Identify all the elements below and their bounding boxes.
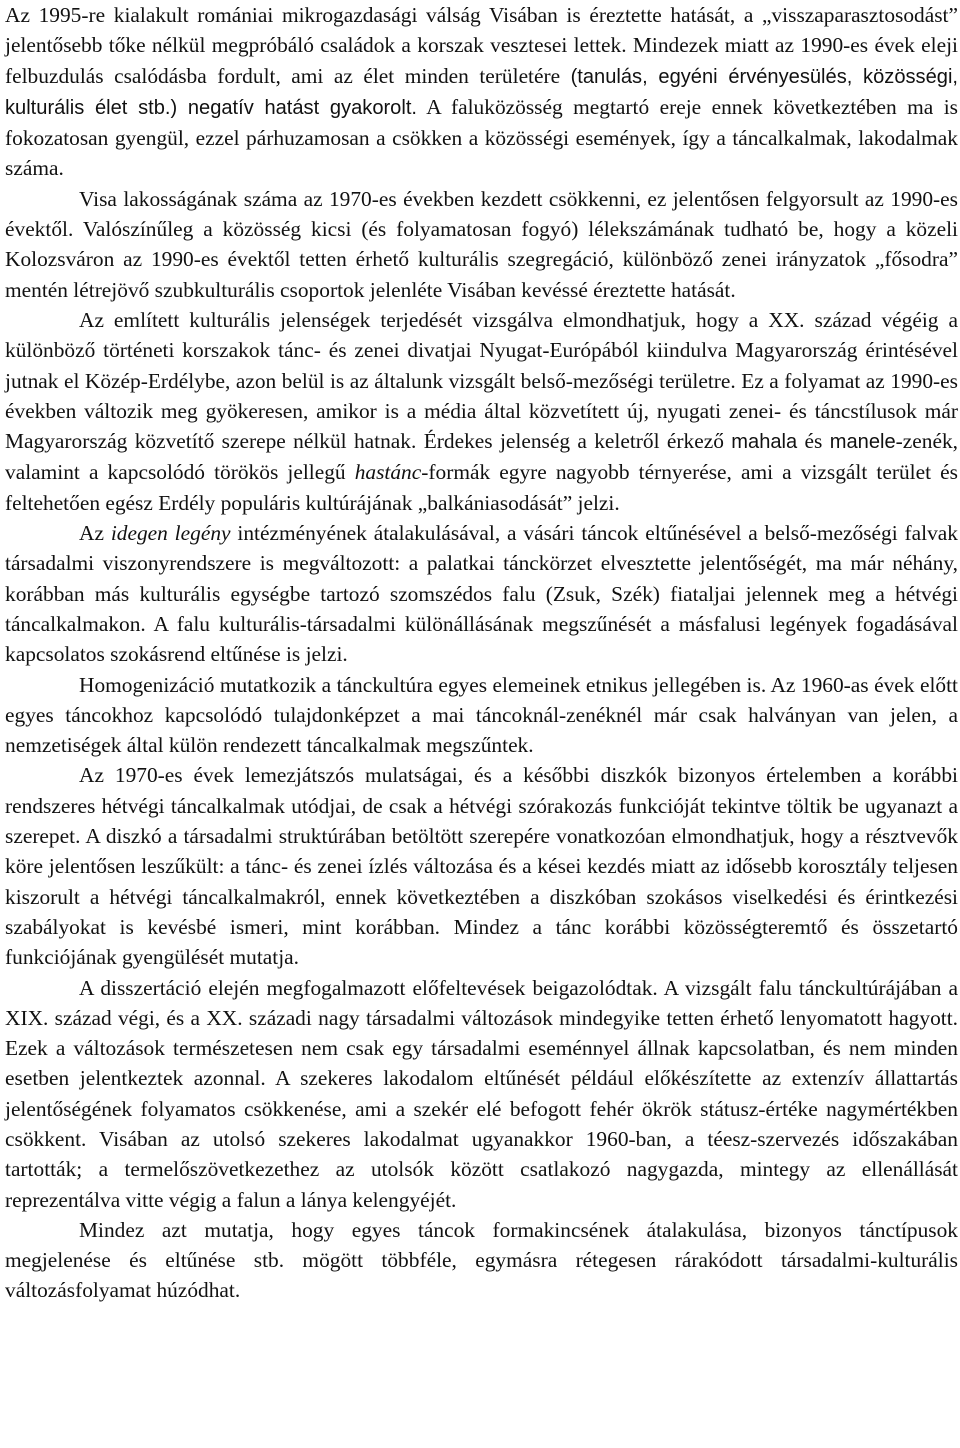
text-run: intézményének átalakulásával, a vásári táncok eltűnésével a belső-mezőségi falvak társadalmi viszonyrendszere is megváltozott: a palatkai tánckörzet elvesztette jelentőségét, ma már néhány, korábban más kulturális egységbe tartozó szomszédos falu (Zsuk, Szék) fiataljai jelennek meg a hétvégi táncalkalmakon. A falu kulturális-társadalmi különállásának megszűnését a másfalusi legények fogadásával kapcsolatos szokásrend eltűnése is jelzi. bbox=[5, 521, 958, 667]
paragraph-7 bbox=[5, 973, 958, 1215]
paragraph-4 bbox=[5, 518, 958, 669]
text-run: Az bbox=[79, 521, 111, 546]
text-run: mahala bbox=[731, 431, 798, 454]
paragraph-3 bbox=[5, 305, 958, 518]
text-run: A faluközösség megtartó ereje ennek következtében ma is fokozatosan gyengül, ezzel párhuzamosan a csökken a közösségi események, így a táncalkalmak, lakodalmak száma. bbox=[5, 94, 958, 181]
text-run: manele bbox=[829, 431, 896, 454]
text-run: (tanulás, egyéni érvényesülés, közösségi, kulturális élet stb.) negatív hatást gyakorolt. bbox=[5, 65, 958, 119]
paragraph-8 bbox=[5, 1215, 958, 1306]
text-run: Az 1970-es évek lemezjátszós mulatságai, és a későbbi diszkók bizonyos értelemben a korábbi rendszeres hétvégi táncalkalmak utódjai, de csak a hétvégi szórakozás funkcióját tekintve töltik be ugyanazt a szerepet. A diszkó a társadalmi struktúrában betöltött szerepére vonatkozóan elmondhatjuk, hogy a résztvevők köre jelentősen leszűkült: a tánc- és zenei ízlés változása és a kései kezdés miatt az idősebb korosztály teljesen kiszorult a hétvégi táncalkalmakról, ennek következtében a diszkóban szokásos viselkedési és érintkezési szabályokat is kevésbé ismeri, mint korábban. Mindez a tánc korábbi közösségteremtő és összetartó funkciójának gyengülését mutatja. bbox=[5, 763, 958, 970]
text-run: hastánc bbox=[354, 460, 422, 485]
text-run: Mindez azt mutatja, hogy egyes táncok formakincsének átalakulása, bizonyos tánctípusok megjelenése és eltűnése stb. mögött többféle, egymásra rétegesen rárakódott társadalmi-kulturális változásfolyamat húzódhat. bbox=[5, 1217, 958, 1303]
text-run: A disszertáció elején megfogalmazott előfeltevések beigazolódtak. A vizsgált falu tánckultúrájában a XIX. század végi, és a XX. századi nagy társadalmi változások mindegyike tetten érhető lenyomatott hagyott. Ezek a változások természetesen nem csak egy társadalmi eseménnyel állnak kapcsolatban, és nem minden esetben jelentkeztek azonnal. A szekeres lakodalom eltűnését például előkészítette az extenzív állattartás jelentőségének folyamatos csökkenése, ami a szekér elé befogott fehér ökrök státusz-értéke nagymértékben csökkent. Visában az utolsó szekeres lakodalmat ugyanakkor 1960-ban, a téesz-szervezés időszakában tartották; a termelőszövetkezethez az utolsók között csatlakozó nagygazda, mintegy az ellenállását reprezentálva vitte végig a falun a lánya kelengyéjét. bbox=[5, 975, 958, 1212]
text-run: -formák egyre nagyobb térnyerése, ami a vizsgált terület és feltehetően egész Erdély populáris kultúrájának „balkániasodását” jelzi. bbox=[5, 460, 958, 515]
text-run: Az 1995-re kialakult romániai mikrogazdasági válság Visában is éreztette hatását, a „visszaparasztosodást” jelentősebb tőke nélkül megpróbáló családok a korszak vesztesei lettek. Mindezek miatt az 1990-es évek eleji felbuzdulás csalódásba fordult, ami az élet minden területére bbox=[5, 3, 958, 88]
text-run: -zenék, valamint a kapcsolódó törökös jellegű bbox=[5, 429, 958, 485]
paragraph-1 bbox=[5, 0, 958, 184]
text-run: Visa lakosságának száma az 1970-es években kezdett csökkenni, ez jelentősen felgyorsult az 1990-es évektől. Valószínűleg a közösség kicsi (és folyamatosan fogyó) lélekszámának tudható be, hogy a közeli Kolozsváron az 1990-es évektől tetten érhető kulturális szegregáció, különböző zenei irányzatok „fősodra” mentén létrejövő szubkulturális csoportok jelenléte Visában kevéssé éreztette hatását. bbox=[5, 186, 958, 302]
text-run: Az említett kulturális jelenségek terjedését vizsgálva elmondhatjuk, hogy a XX. század végéig a különböző történeti korszakok tánc- és zenei divatjai Nyugat-Európából kiindulva Magyarország érintésével jutnak el Közép-Erdélybe, azon belül is az általunk vizsgált belső-mezőségi területre. Ez a folyamat az 1990-es években változik meg gyökeresen, amikor is a média által közvetített új, nyugati zenei- és táncstílusok már Magyarország közvetítő szerepe nélkül hatnak. Érdekes jelenség a keletről érkező bbox=[5, 307, 958, 454]
text-run: és bbox=[797, 429, 830, 454]
text-run: idegen legény bbox=[110, 521, 231, 546]
paragraph-2 bbox=[5, 184, 958, 305]
paragraph-5 bbox=[5, 670, 958, 761]
text-run: Homogenizáció mutatkozik a tánckultúra egyes elemeinek etnikus jellegében is. Az 1960-as évek előtt egyes táncokhoz kapcsolódó tulajdonképzet a mai táncoknál-zenéknél már csak halványan van jelen, a nemzetiségek által külön rendezett táncalkalmak megszűntek. bbox=[5, 672, 958, 758]
paragraph-6 bbox=[5, 760, 958, 972]
